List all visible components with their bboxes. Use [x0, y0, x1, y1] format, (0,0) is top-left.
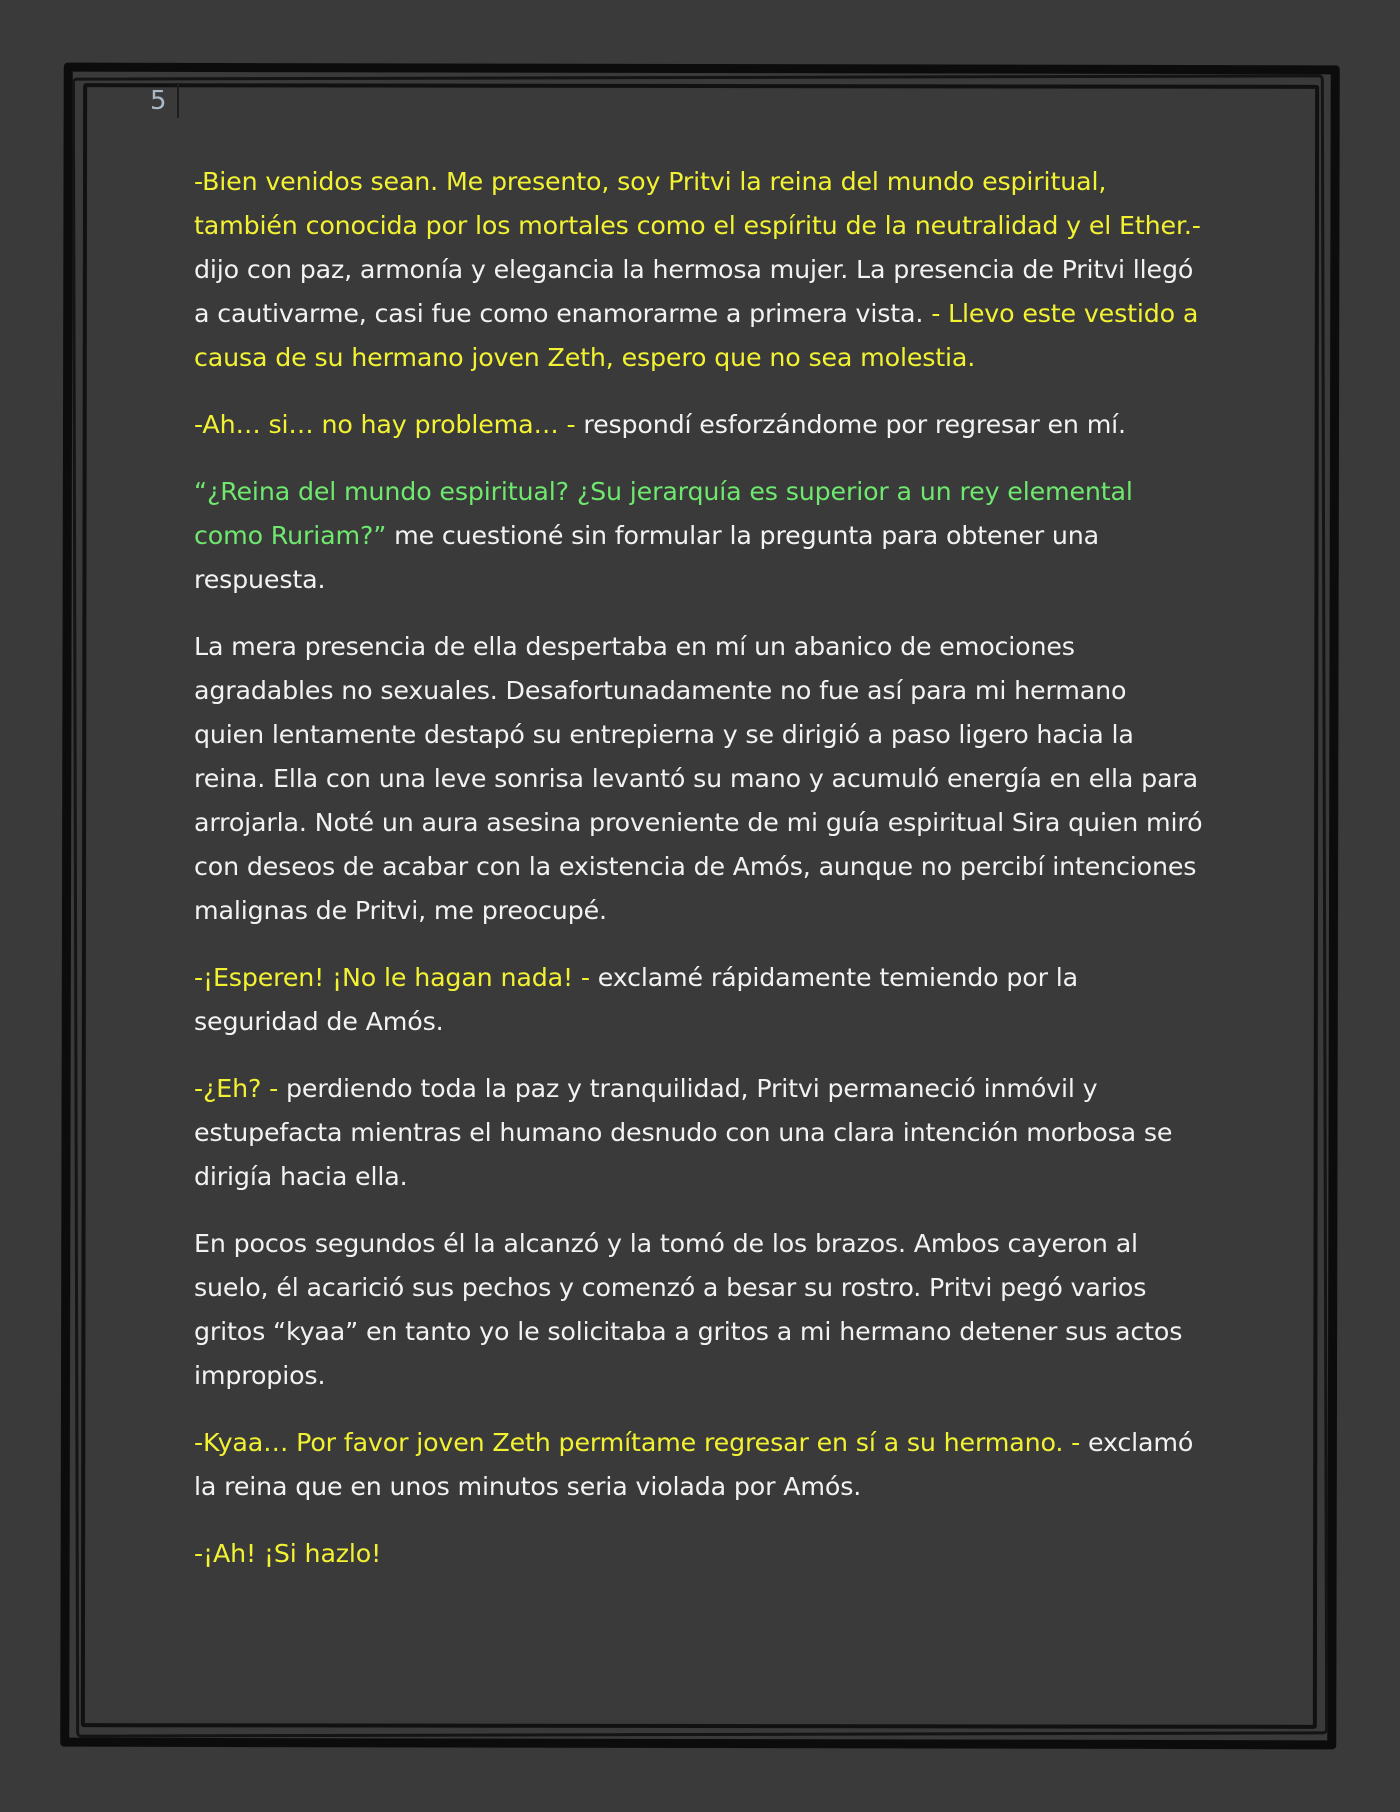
dialogue-text: - Llevo este vestido a causa de su hermano joven Zeth, espero que no sea molestia.: [194, 299, 1199, 372]
dialogue-text: -Bien venidos sean. Me presento, soy Pritvi la reina del mundo espiritual, también conocida por los mortales como el espíritu de la neutralidad y el Ether.-: [194, 167, 1201, 240]
narration-text: perdiendo toda la paz y tranquilidad, Pritvi permaneció inmóvil y estupefacta mientras el humano desnudo con una clara intención morbosa se dirigía hacia ella.: [194, 1074, 1173, 1191]
paragraph: [194, 160, 1204, 380]
page-number: 5: [150, 84, 179, 118]
dialogue-text: -Kyaa… Por favor joven Zeth permítame regresar en sí a su hermano. -: [194, 1428, 1089, 1457]
paragraph: [194, 1421, 1204, 1509]
paragraph: [194, 403, 1204, 447]
dialogue-text: -¿Eh? -: [194, 1074, 287, 1103]
narration-text: La mera presencia de ella despertaba en mí un abanico de emociones agradables no sexuales. Desafortunadamente no fue así para mi hermano quien lentamente destapó su entrepierna y se dirigió a paso ligero hacia la reina. Ella con una leve sonrisa levantó su mano y acumuló energía en ella para arrojarla. Noté un aura asesina proveniente de mi guía espiritual Sira quien miró con deseos de acabar con la existencia de Amós, aunque no percibí intenciones malignas de Pritvi, me preocupé.: [194, 632, 1203, 925]
narration-text: me cuestioné sin formular la pregunta para obtener una respuesta.: [194, 521, 1099, 594]
thought-text: “¿Reina del mundo espiritual? ¿Su jerarquía es superior a un rey elemental como Ruriam?”: [194, 477, 1133, 550]
paragraph: [194, 470, 1204, 602]
narration-text: dijo con paz, armonía y elegancia la hermosa mujer. La presencia de Pritvi llegó a cautivarme, casi fue como enamorarme a primera vista.: [194, 255, 1194, 328]
paragraph: [194, 1067, 1204, 1199]
story-text: [194, 160, 1204, 1599]
dialogue-text: -Ah… si… no hay problema… -: [194, 410, 584, 439]
narration-text: En pocos segundos él la alcanzó y la tomó de los brazos. Ambos cayeron al suelo, él acarició sus pechos y comenzó a besar su rostro. Pritvi pegó varios gritos “kyaa” en tanto yo le solicitaba a gritos a mi hermano detener sus actos impropios.: [194, 1229, 1183, 1390]
narration-text: respondí esforzándome por regresar en mí.: [583, 410, 1126, 439]
paragraph: [194, 625, 1204, 933]
narration-text: exclamó la reina que en unos minutos seria violada por Amós.: [194, 1428, 1194, 1501]
paragraph: [194, 956, 1204, 1044]
paragraph: [194, 1222, 1204, 1398]
dialogue-text: -¡Ah! ¡Si hazlo!: [194, 1539, 382, 1568]
narration-text: exclamé rápidamente temiendo por la seguridad de Amós.: [194, 963, 1078, 1036]
paragraph: [194, 1532, 1204, 1576]
dialogue-text: -¡Esperen! ¡No le hagan nada! -: [194, 963, 598, 992]
